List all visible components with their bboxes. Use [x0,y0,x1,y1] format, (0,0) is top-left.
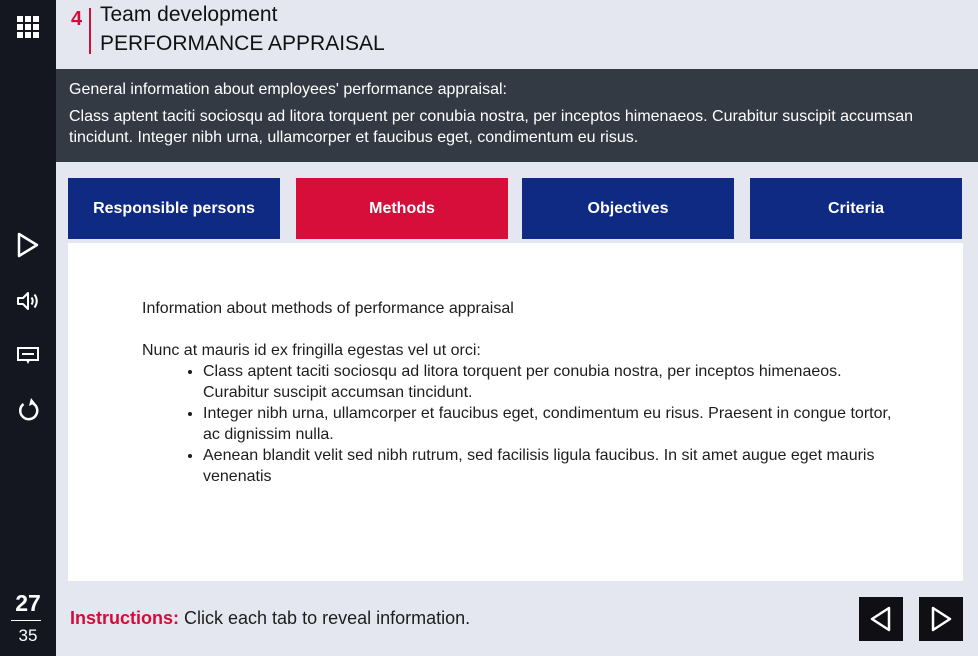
instructions-text: Click each tab to reveal information. [179,608,471,628]
info-band [56,69,978,162]
info-title: General information about employees' performance appraisal: [69,81,507,98]
replay-button[interactable] [0,391,56,429]
captions-icon [16,345,40,367]
page-total: 35 [18,626,38,645]
grid-menu-icon [17,16,39,38]
next-button[interactable] [919,597,963,641]
replay-icon [16,397,40,423]
content-panel [68,243,963,581]
tab-objectives[interactable]: Objectives [522,178,734,239]
chapter-divider [89,8,91,54]
instructions-label: Instructions: [70,608,180,628]
instructions [70,608,470,629]
prev-button[interactable] [859,597,903,641]
tab-criteria[interactable]: Criteria [750,178,962,239]
prev-arrow-icon [869,606,893,632]
chapter-title: Team development [100,3,278,26]
header [56,0,978,69]
list-item: • Aenean blandit velit sed nibh rutrum, sed facilisis ligula faucibus. In sit amet augue eget mauris venenatis [203,445,903,487]
menu-button[interactable] [0,8,56,46]
tab-bar [68,178,964,239]
content-heading: Information about methods of performance appraisal [142,300,514,317]
list-item: • Class aptent taciti sociosqu ad litora torquent per conubia nostra, per inceptos himenaeos. Curabitur suscipit accumsan tincidunt. [203,361,903,403]
next-arrow-icon [929,606,953,632]
volume-button[interactable] [0,282,56,320]
info-body: Class aptent taciti sociosqu ad litora torquent per conubia nostra, per inceptos himenaeos. Curabitur suscipit accumsan tincidunt. Integer nibh urna, ullamcorper et faucibus eget, condimentum eu risus. [69,108,914,146]
page-divider [11,620,41,621]
section-title: PERFORMANCE APPRAISAL [100,32,385,55]
play-icon [16,232,40,258]
captions-button[interactable] [0,337,56,375]
content-bullet-list [142,361,903,487]
play-button[interactable] [0,226,56,264]
volume-icon [16,290,40,312]
tab-responsible-persons[interactable]: Responsible persons [68,178,280,239]
tab-methods[interactable]: Methods [296,178,508,239]
chapter-number: 4 [71,8,83,30]
content-intro: Nunc at mauris id ex fringilla egestas vel ut orci: [142,342,481,359]
page-current: 27 [15,590,41,616]
sidebar [0,0,56,656]
list-item: • Integer nibh urna, ullamcorper et faucibus eget, condimentum eu risus. Praesent in congue tortor, ac dignissim nulla. [203,403,903,445]
